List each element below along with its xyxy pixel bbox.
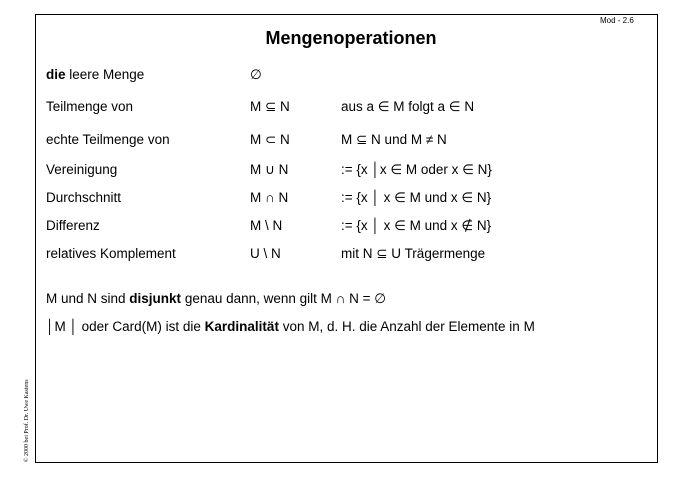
definition: aus a ∈ M folgt a ∈ N — [341, 99, 475, 114]
term-text: Durchschnitt — [46, 190, 122, 205]
cardinality-statement — [46, 317, 535, 337]
definition: M ⊆ N und M ≠ N — [341, 132, 447, 147]
definition: := {x │ x ∈ M und x ∈ N} — [341, 190, 492, 205]
copyright-note: © 2000 bei Prof. Dr. Uwe Kastens — [24, 379, 30, 462]
notation: U \ N — [250, 246, 281, 261]
definition-row-proper-subset — [0, 130, 678, 150]
term-bold: die — [46, 67, 66, 82]
term-text: leere Menge — [65, 67, 145, 82]
definition-row-complement — [0, 244, 678, 264]
term-text: relatives Komplement — [46, 246, 176, 261]
definition: := {x │x ∈ M oder x ∈ N} — [341, 162, 492, 177]
notation: M \ N — [250, 218, 283, 233]
disjoint-suffix: genau dann, wenn gilt M ∩ N = ∅ — [181, 291, 387, 306]
term-text: echte Teilmenge von — [46, 132, 170, 147]
cardinality-keyword: Kardinalität — [204, 319, 279, 334]
disjoint-prefix: M und N sind — [46, 291, 130, 306]
cardinality-suffix: von M, d. H. die Anzahl der Elemente in M — [278, 319, 535, 334]
definition-row-subset — [0, 97, 678, 117]
notation: M ⊆ N — [250, 99, 290, 114]
term — [46, 216, 100, 236]
notation: M ⊂ N — [250, 132, 290, 147]
term-text: Vereinigung — [46, 162, 118, 177]
slide-id: Mod - 2.6 — [600, 16, 634, 25]
term — [46, 188, 121, 208]
definition-row-empty-set — [0, 65, 678, 85]
definition: mit N ⊆ U Trägermenge — [341, 246, 486, 261]
disjoint-statement — [46, 289, 386, 309]
notation: M ∩ N — [250, 190, 289, 205]
definition-row-difference — [0, 216, 678, 236]
definition-row-intersection — [0, 188, 678, 208]
notation: M ∪ N — [250, 162, 289, 177]
definition-row-union — [0, 160, 678, 180]
term — [46, 130, 170, 150]
disjoint-keyword: disjunkt — [129, 291, 182, 306]
term — [46, 65, 144, 85]
notation: ∅ — [250, 67, 262, 82]
cardinality-prefix: │M │ oder Card(M) ist die — [46, 319, 205, 334]
term — [46, 97, 133, 117]
term-text: Teilmenge von — [46, 99, 134, 114]
page-title: Mengenoperationen — [265, 28, 437, 48]
term — [46, 244, 176, 264]
term — [46, 160, 117, 180]
definition: := {x │ x ∈ M und x ∉ N} — [341, 218, 492, 233]
term-text: Differenz — [46, 218, 100, 233]
